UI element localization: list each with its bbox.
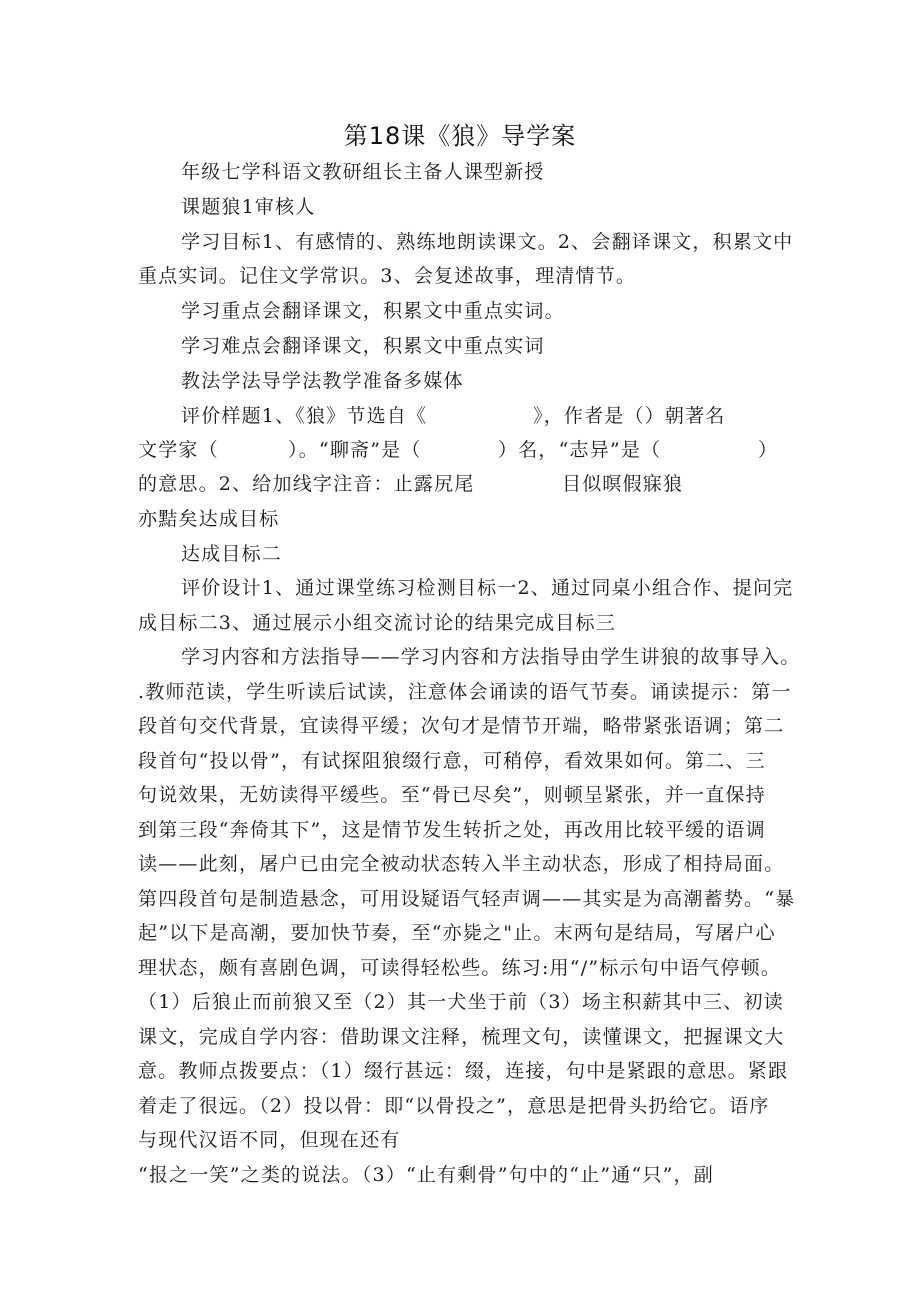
text-line: 评价样题1、《狼》节选自《 — [181, 405, 428, 427]
text-line: 学习难点会翻译课文，积累文中重点实词 — [181, 335, 545, 357]
text-line: （1）后狼止而前狼又至（2）其一犬坐于前（3）场主积薪其中三、初读 — [138, 991, 784, 1013]
text-line: 的意思。2、给加线字注音：止露尻尾 — [138, 473, 475, 495]
text-line: 成目标二3、通过展示小组交流讨论的结果完成目标三 — [138, 612, 616, 634]
text-line: 文学家（ — [138, 439, 219, 461]
text-line: 学习重点会翻译课文，积累文中重点实词。 — [181, 300, 565, 322]
text-line: ） — [758, 439, 779, 461]
text-line: 课文，完成自学内容：借助课文注释，梳理文句，读懂课文，把握课文大 — [138, 1026, 785, 1048]
text-line: 重点实词。记住文学常识。3、会复述故事，理清情节。 — [138, 265, 637, 287]
text-line: 意。教师点拨要点：（1）缀行甚远：缀，连接，句中是紧跟的意思。紧跟 — [138, 1060, 789, 1082]
text-line: 句说效果，无妨读得平缓些。至“骨已尽矣”，则顿呈紧张，并一直保持 — [138, 784, 766, 806]
text-line: 目似暝假寐狼 — [562, 473, 684, 495]
text-line: 与现代汉语不同，但现在还有 — [138, 1129, 401, 1151]
text-line: 到第三段“奔倚其下”，这是情节发生转折之处，再改用比较平缓的语调 — [138, 819, 766, 841]
text-line: 段首句交代背景，宜读得平缓；次句才是情节开端，略带紧张语调；第二 — [138, 715, 785, 737]
text-line: 达成目标二 — [181, 543, 283, 565]
text-line: 评价设计1、通过课堂练习检测目标一2、通过同桌小组合作、提问完 — [181, 577, 794, 599]
text-line: 课题狼1审核人 — [181, 196, 316, 218]
text-line: ）名，“志异”是（ — [498, 439, 662, 461]
text-line: 着走了很远。（2）投以骨：即“以骨投之”，意思是把骨头扔给它。语序 — [138, 1095, 770, 1117]
text-line: 读——此刻，屠户已由完全被动状态转入半主动状态，形成了相持局面。 — [138, 853, 785, 875]
text-line: 亦黠矣达成目标 — [138, 508, 280, 530]
text-line: 学习内容和方法指导——学习内容和方法指导由学生讲狼的故事导入。 — [181, 646, 801, 668]
text-line: 》，作者是（）朝著名 — [533, 405, 726, 427]
text-line: 学习目标1、有感情的、熟练地朗读课文。2、会翻译课文，积累文中 — [181, 231, 794, 253]
text-line: ）。“聊斋”是（ — [288, 439, 422, 461]
text-line: 第四段首句是制造悬念，可用设疑语气轻声调——其实是为高潮蓄势。“暴 — [138, 888, 796, 910]
text-line: 段首句“投以骨”，有试探阻狼缀行意，可稍停，看效果如何。第二、三 — [138, 750, 766, 772]
text-line: 年级七学科语文教研组长主备人课型新授 — [181, 161, 545, 183]
text-line: 理状态，颇有喜剧色调，可读得轻松些。练习:用“/”标示句中语气停顿。 — [138, 957, 782, 979]
page-title: 第18课《狼》导学案 — [343, 122, 577, 150]
text-line: “报之一笑”之类的说法。（3）“止有剩骨”句中的“止”通“只”，副 — [138, 1164, 714, 1186]
text-line: 教法学法导学法教学准备多媒体 — [181, 370, 464, 392]
text-line: .教师范读，学生听读后试读，注意体会诵读的语气节奏。诵读提示：第一 — [138, 681, 792, 703]
text-line: 起”以下是高潮，要加快节奏，至“亦毙之"止。末两句是结局，写屠户心 — [138, 922, 776, 944]
